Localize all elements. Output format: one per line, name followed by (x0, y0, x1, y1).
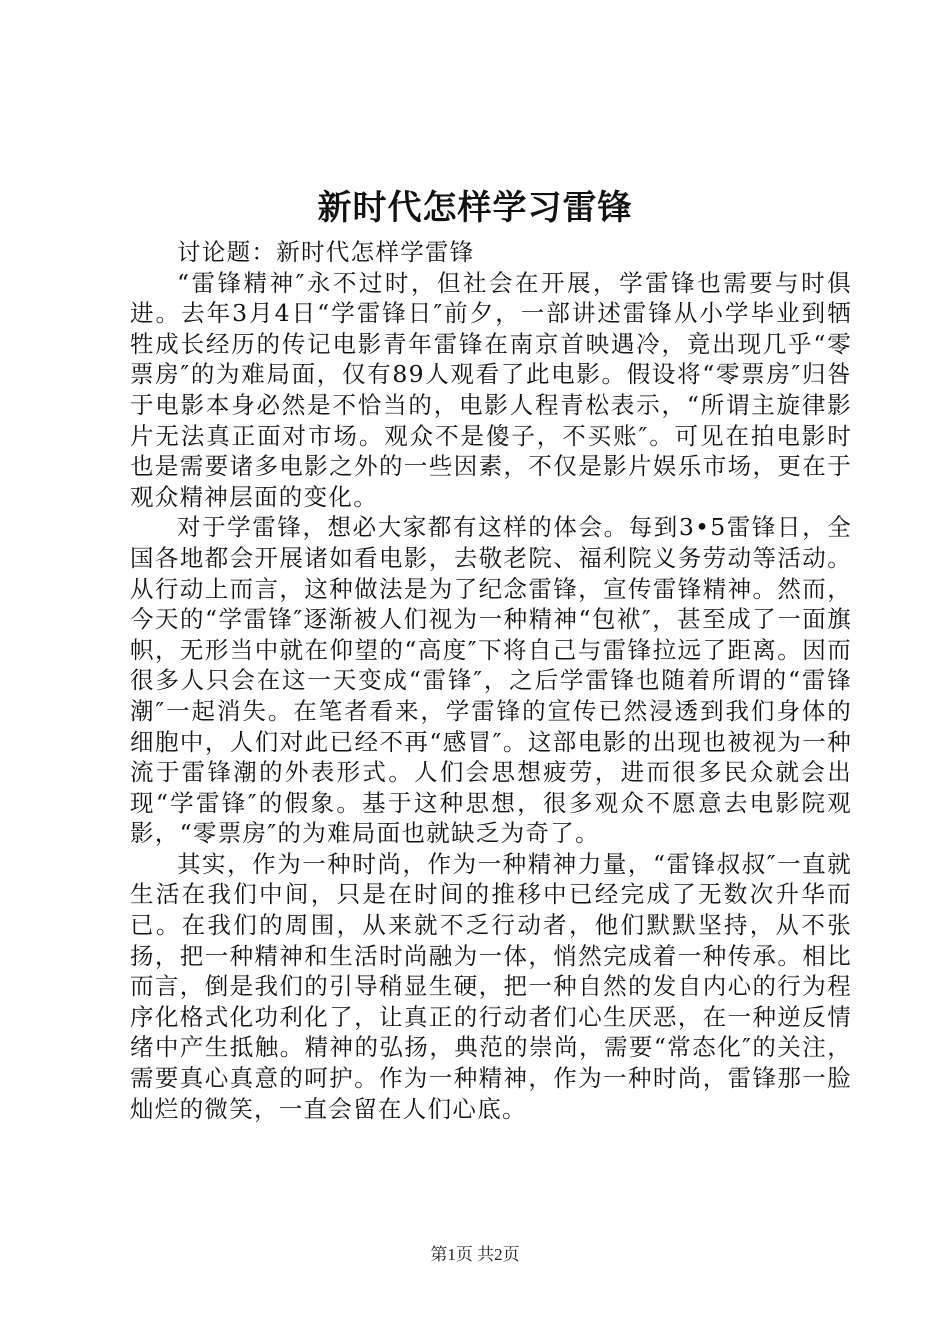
paragraph-2: 对于学雷锋，想必大家都有这样的体会。每到3•5雷锋日，全国各地都会开展诸如看电影，去敬老院、福利院义务劳动等活动。从行动上而言，这种做法是为了纪念雷锋，宣传雷锋精神。然而，今天的“学雷锋″逐渐被人们视为一种精神“包袱″，甚至成了一面旗帜，无形当中就在仰望的“高度″下将自己与雷锋拉远了距离。因而很多人只会在这一天变成“雷锋″，之后学雷锋也随着所谓的“雷锋潮″一起消失。在笔者看来，学雷锋的宣传已然浸透到我们身体的细胞中，人们对此已经不再“感冒″。这部电影的出现也被视为一种流于雷锋潮的外表形式。人们会思想疲劳，进而很多民众就会出现“学雷锋″的假象。基于这种思想，很多观众不愿意去电影院观影，“零票房″的为难局面也就缺乏为奇了。 (130, 513, 852, 848)
paragraph-1: “雷锋精神″永不过时，但社会在开展，学雷锋也需要与时俱进。去年3月4日“学雷锋日″前夕，一部讲述雷锋从小学毕业到牺牲成长经历的传记电影青年雷锋在南京首映遇冷，竟出现几乎“零票房″的为难局面，仅有89人观看了此电影。假设将“零票房″归咎于电影本身必然是不恰当的，电影人程青松表示，“所谓主旋律影片无法真正面对市场。观众不是傻子，不买账″。可见在拍电影时也是需要诸多电影之外的一些因素，不仅是影片娱乐市场，更在于观众精神层面的变化。 (130, 268, 852, 511)
paragraph-3: 其实，作为一种时尚，作为一种精神力量，“雷锋叔叔″一直就生活在我们中间，只是在时间的推移中已经完成了无数次升华而已。在我们的周围，从来就不乏行动者，他们默默坚持，从不张扬，把一种精神和生活时尚融为一体，悄然完成着一种传承。相比而言，倒是我们的引导稍显生硬，把一种自然的发自内心的行为程序化格式化功利化了，让真正的行动者们心生厌恶，在一种逆反情绪中产生抵触。精神的弘扬，典范的崇尚，需要“常态化″的关注，需要真心真意的呵护。作为一种精神，作为一种时尚，雷锋那一脸灿烂的微笑，一直会留在人们心底。 (130, 849, 852, 1123)
discussion-topic: 讨论题：新时代怎样学雷锋 (177, 238, 475, 266)
page-number-footer: 第1页 共2页 (430, 1245, 520, 1264)
document-title: 新时代怎样学习雷锋 (317, 188, 633, 228)
document-body (130, 237, 852, 1124)
